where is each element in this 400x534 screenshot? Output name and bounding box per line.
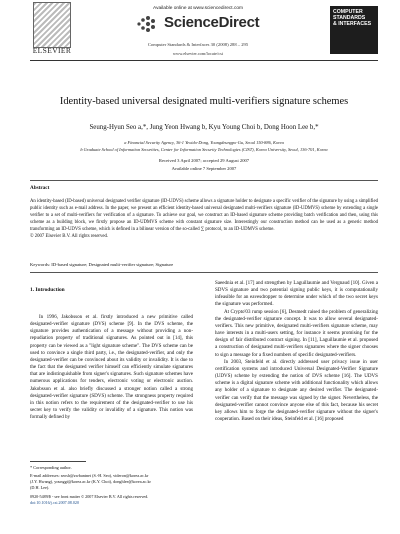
elsevier-logo — [30, 2, 72, 58]
body-column-right — [215, 280, 378, 423]
email-line: (D.H. Lee). — [30, 485, 50, 490]
abstract-divider-bottom — [30, 272, 378, 273]
author-list: Seung-Hyun Seo a,*, Jung Yeon Hwang b, Kyu Young Choi b, Dong Hoon Lee b,* — [89, 124, 319, 131]
received-dates: Received 3 April 2007; accepted 29 August 2007 — [158, 158, 250, 163]
body-column-left — [30, 314, 193, 421]
paper-title: Identity-based universal designated multi-verifiers signature schemes — [59, 96, 349, 107]
publisher-name: ELSEVIER — [32, 46, 72, 55]
email-addresses — [30, 473, 193, 491]
corresponding-author-note: * Corresponding author. — [30, 465, 72, 470]
sciencedirect-dots-icon — [136, 15, 158, 33]
available-online-text: Available online at www.sciencedirect.com — [152, 6, 244, 11]
sciencedirect-wordmark: ScienceDirect — [164, 14, 260, 31]
keywords: Keywords: ID-based signature; Designated multi-verifier signature; Signature — [30, 262, 174, 267]
issn-doi — [30, 494, 193, 506]
cover-line: COMPUTER — [333, 9, 363, 15]
sciencedirect-logo — [128, 13, 278, 35]
abstract-text: An identity-based (ID-based) universal designated verifier signature (ID-UDVS) scheme allows a signature holder to designate a specific verifier of the signature by using a simplified public identity such as e-mail address. In the paper, we present an efficient identity-based universal designated multi-verifiers signature (ID-UDMVS) scheme by extending a single verifier to a set of multi-verifiers for verification of a signature. To achieve our goal, we construct an ID-based signature scheme providing batch verification and then, using this scheme as a building block, we firstly propose an ID-UDMVS scheme with constant signature size. Interestingly our construction method can be used as a generic method transforming an ID-UDVS scheme, which is defined in a bilinear version of the so-called ∑ protocol, to an ID-UDMVS scheme. © 2007 Elsevier B.V. All rights reserved. — [30, 199, 378, 240]
section-heading: 1. Introduction — [30, 287, 65, 293]
footnote-divider — [30, 461, 86, 462]
email-line: (J.Y. Hwang), younggi@korea.ac.kr (K.Y. Choi), donghlee@korea.ac.kr — [30, 479, 151, 484]
doi-link[interactable]: doi:10.1016/j.csi.2007.08.020 — [30, 500, 80, 505]
online-date: Available online 7 September 2007 — [171, 166, 237, 171]
cover-line: STANDARDS — [333, 15, 366, 22]
issn-line: 0920-5489/$ - see front matter © 2007 Elsevier B.V. All rights reserved. — [30, 494, 149, 499]
affiliation-b: b Graduate School of Information Securities, Center for Information Security Technologies (CIST), Korea University, Seoul, 136-701, Korea — [80, 147, 328, 152]
header-divider — [30, 60, 378, 61]
abstract-divider-top — [30, 180, 378, 181]
journal-url[interactable]: www.elsevier.com/locate/csi — [172, 51, 224, 56]
elsevier-tree-icon — [33, 2, 71, 48]
body-paragraph: Saeednia et al. [17] and strengthen by Laguillaumie and Vergnaud [10]. Given a SDVS signature and two potential signing public keys, it is computationally infeasible for an eavesdropper to determine under which of the two secret keys the signature was performed. — [215, 280, 378, 308]
body-paragraph: In 1996, Jakobsson et al. firstly introduced a new primitive called designated-verifier signature (DVS) scheme [9]. In the DVS scheme, the signature provides authentication of a message without providing a non-repudiation property of traditional signatures. As pointed out in [14], this property can be viewed as a "light signature scheme". The DVS scheme can be used to convince a single third party, i.e., the designated-verifier, and only the designated-verifier can be convinced about its validity or invalidity. It is due to the fact that the designated verifier himself can efficiently simulate signatures that are indistinguishable from signer's signatures. Such signature schemes have numerous applications for tenders, electronic voting or electronic auction. Jakobsson et al. also briefly discussed a stronger notion called a strong designated-verifier signature (SDVS) scheme. The strongness property required in this notion refers to the requirement of the designated-verifier to use his secret key to verify the validity or invalidity of a signature. This notion was formally defined by — [30, 314, 193, 421]
journal-cover-image — [330, 6, 378, 54]
affiliation-a: a Financial Security Agency, 36-1 Yeoido-Dong, Youngdeungpo-Gu, Seoul 150-886, Korea — [124, 140, 284, 145]
abstract-heading: Abstract — [30, 185, 50, 191]
cover-line: & INTERFACES — [333, 21, 372, 28]
journal-citation: Computer Standards & Interfaces 30 (2008) 288 – 295 — [147, 42, 249, 47]
body-paragraph: In 2003, Steinfeld et al. directly addressed user privacy issue in user certification systems and introduced Universal Designated-Verifier Signature (UDVS) scheme by extending the notion of DVS scheme [16]. The UDVS scheme is a digital signature scheme with additional functionality which allows any holder of a signature to designate any desired verifier. The designated-verifier can verify that the message was signed by the signer. Nevertheless, the designated-verifier cannot convince anyone else of this fact, because his secret key allows him to forge the designated-verifier signature without the signer's cooperation. Based on their ideas, Steinfeld et al. [16] proposed — [215, 358, 378, 422]
body-paragraph: At Crypto'03 rump session [6], Desmedt raised the problem of generalizing the designated-verifier signature concept. It was to allow several designated-verifiers. This new primitive, designated multi-verifiers signature scheme, may have interests in a multi-users setting, for instance it seems promising for the design of fair distributed contract signing. In [11], Laguillaumie et al. proposed a construction of designated multi-verifiers signatures where the signer chooses to sign a message for a fixed numbers of specific designated-verifiers. — [215, 308, 378, 358]
email-line: E-mail addresses: seosh@zwbantnet (S.-H. Seo), videron@korea.ac.kr — [30, 473, 149, 478]
